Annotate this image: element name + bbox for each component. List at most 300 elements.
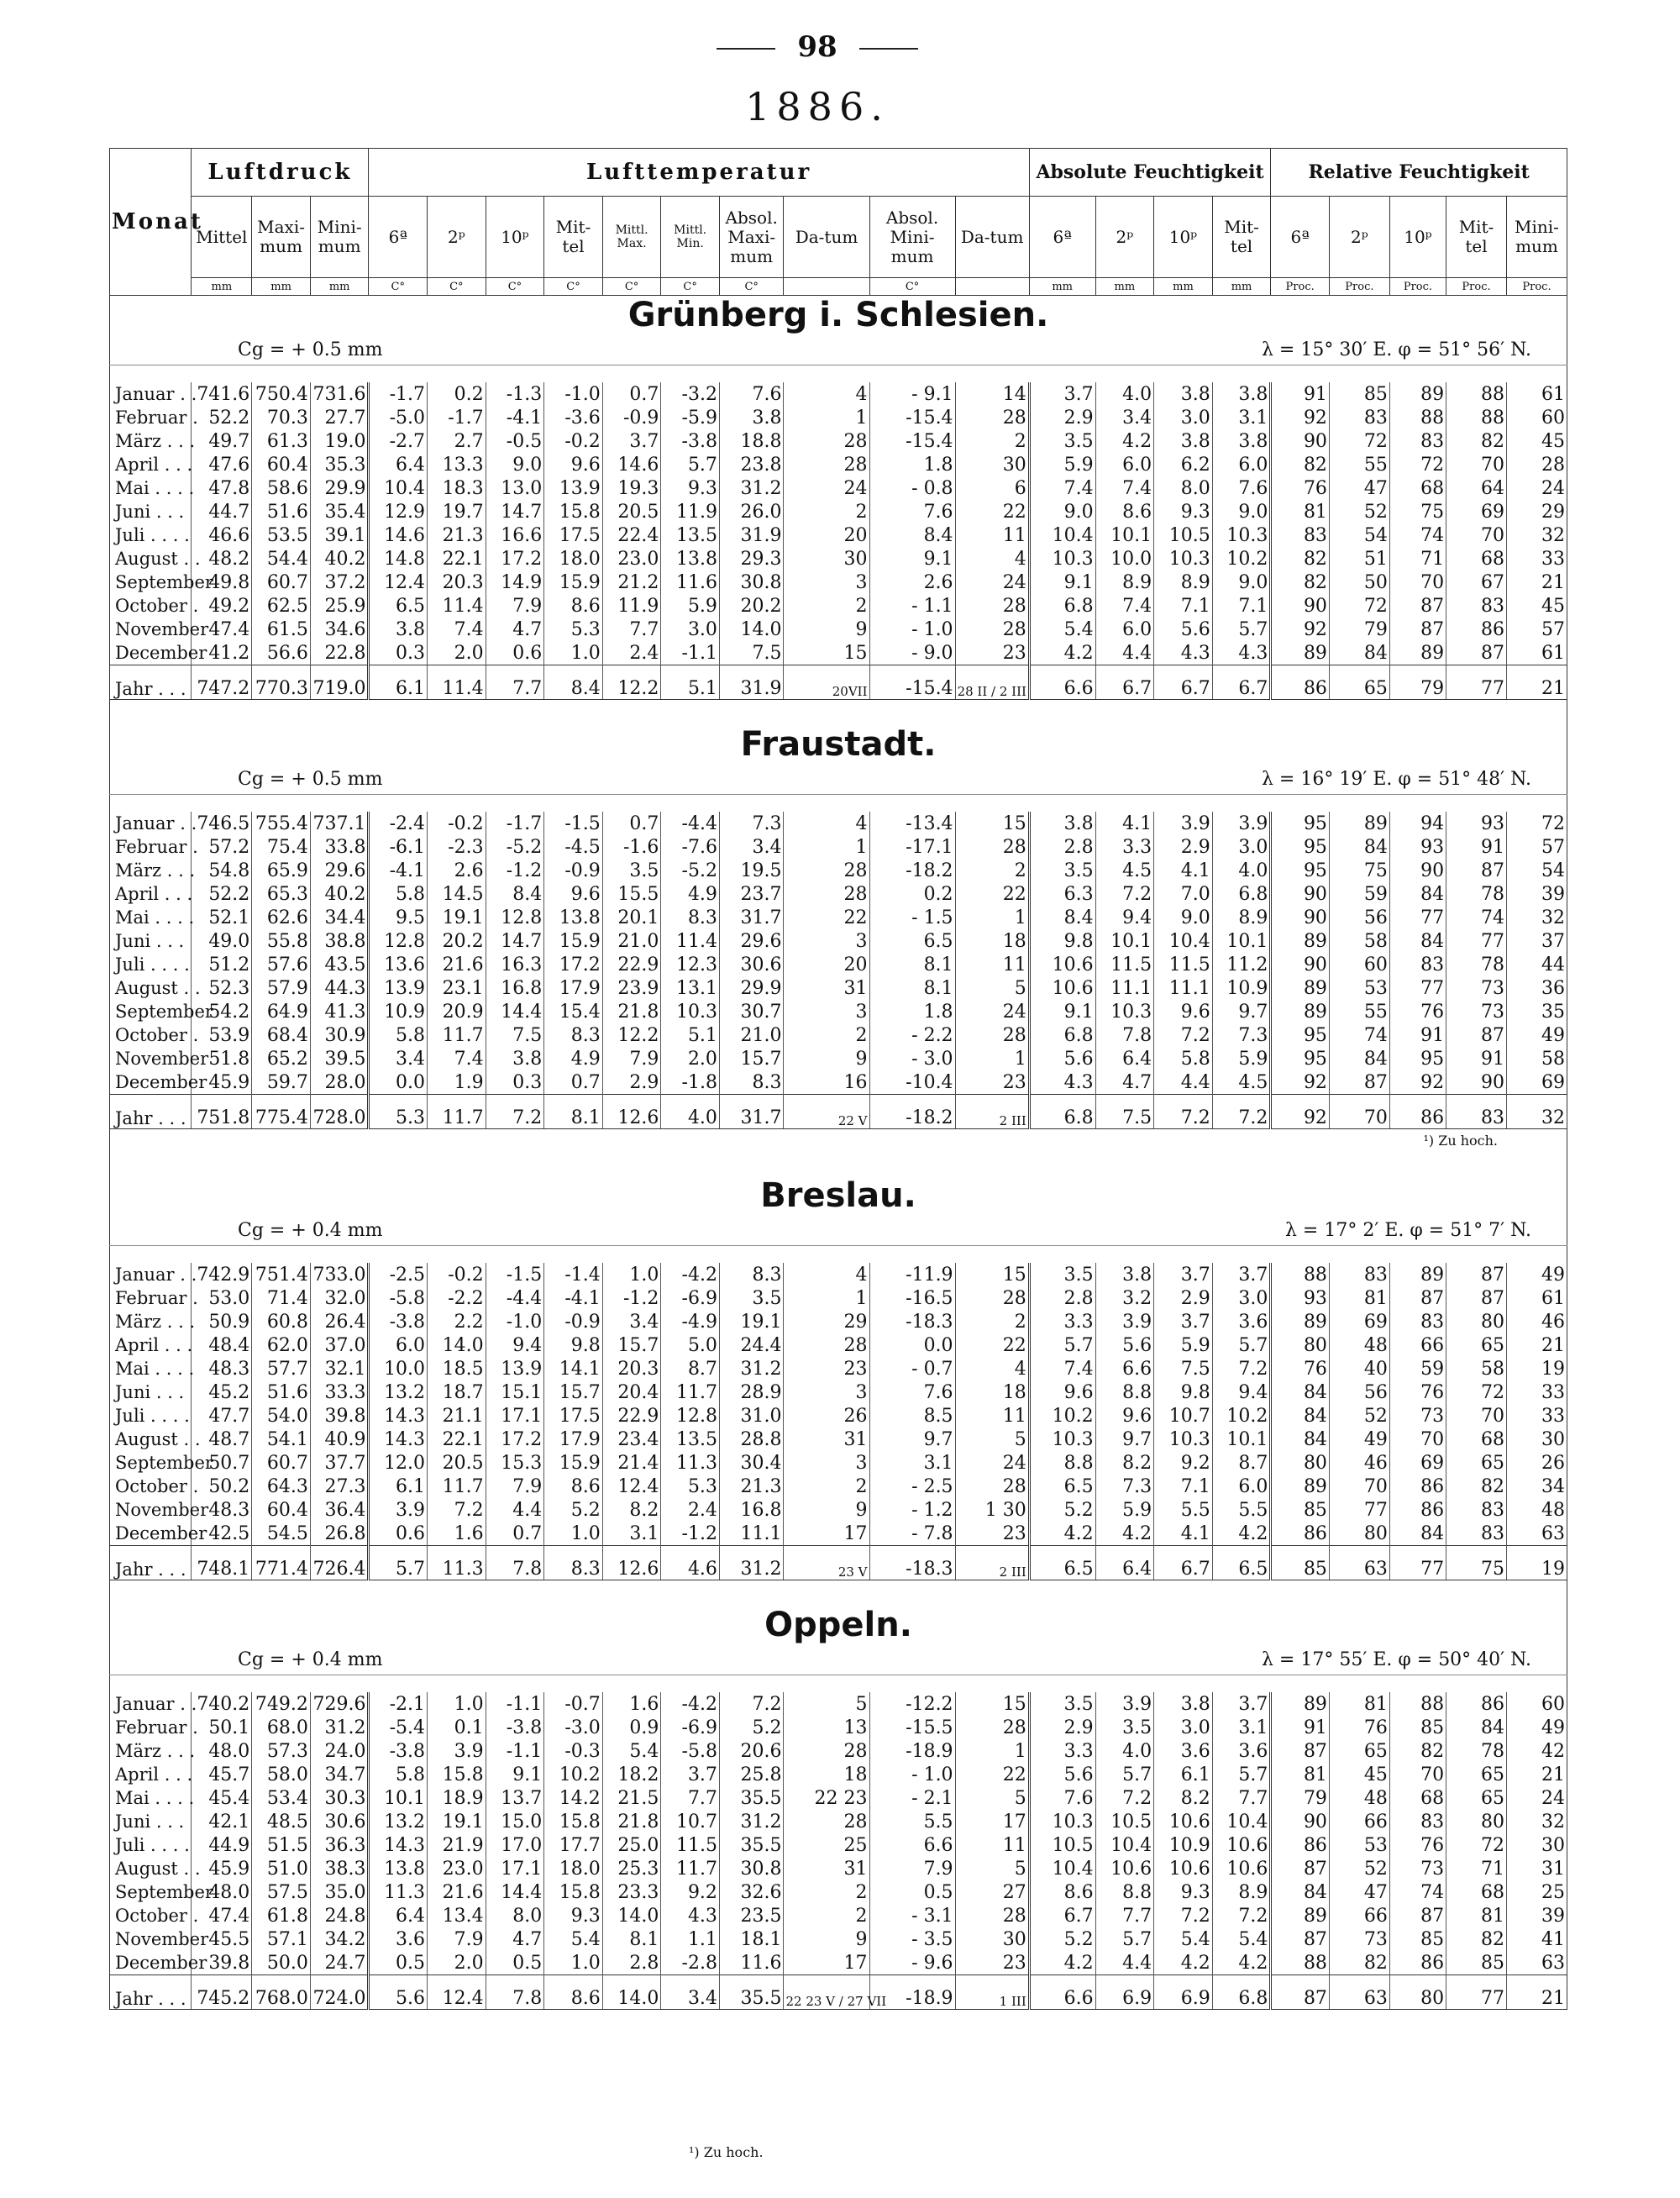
- data-cell: 5.9: [1212, 1047, 1271, 1070]
- data-cell: 25: [1506, 1880, 1567, 1904]
- data-cell: 59: [1389, 1357, 1446, 1380]
- data-cell: 4.2: [1154, 1951, 1213, 1975]
- data-cell: -5.4: [369, 1716, 428, 1739]
- data-cell: -3.8: [369, 1310, 428, 1333]
- data-cell: 10.1: [1095, 929, 1154, 953]
- data-cell: 8.2: [602, 1498, 661, 1522]
- data-cell: 3.5: [1029, 1692, 1095, 1716]
- data-cell: 0.1: [428, 1716, 486, 1739]
- data-cell: 9: [784, 618, 869, 641]
- data-cell: 3.1: [1212, 406, 1271, 429]
- data-cell: 51: [1329, 547, 1389, 571]
- data-cell: 78: [1446, 1739, 1507, 1763]
- data-cell: 84: [1271, 1428, 1330, 1451]
- data-cell: 8.9: [1095, 571, 1154, 594]
- data-cell: 31: [784, 1857, 869, 1880]
- data-cell: 45.4: [192, 1786, 252, 1810]
- data-cell: 82: [1446, 1927, 1507, 1951]
- year-cell: 5.7: [369, 1546, 428, 1580]
- data-cell: 87: [1389, 618, 1446, 641]
- data-cell: 7.3: [719, 812, 784, 835]
- data-cell: 83: [1271, 523, 1330, 547]
- data-cell: -1.1: [661, 641, 720, 665]
- unit-header: C°: [719, 278, 784, 296]
- data-cell: 31.7: [719, 906, 784, 929]
- data-cell: 45: [1329, 1763, 1389, 1786]
- data-cell: 83: [1329, 406, 1389, 429]
- data-cell: 0.2: [428, 382, 486, 406]
- data-cell: 22: [955, 500, 1029, 523]
- data-cell: 28: [784, 429, 869, 453]
- data-cell: 23: [784, 1357, 869, 1380]
- data-cell: 30: [955, 453, 1029, 476]
- row-gap: [110, 1675, 1567, 1693]
- year-cell: 726.4: [310, 1546, 369, 1580]
- data-cell: - 9.6: [869, 1951, 955, 1975]
- data-cell: 76: [1389, 1833, 1446, 1857]
- data-cell: 3.0: [1212, 835, 1271, 859]
- data-cell: 25.3: [602, 1857, 661, 1880]
- jahr-label: Jahr . . .: [110, 665, 192, 700]
- data-cell: 18: [955, 929, 1029, 953]
- data-cell: 11.5: [661, 1833, 720, 1857]
- data-cell: 10.6: [1154, 1810, 1213, 1833]
- data-cell: 4.5: [1212, 1070, 1271, 1095]
- data-cell: 0.7: [486, 1522, 544, 1546]
- data-cell: 25.9: [310, 594, 369, 618]
- data-cell: 755.4: [252, 812, 311, 835]
- data-cell: 1.9: [428, 1070, 486, 1095]
- month-row: [110, 476, 1567, 500]
- year-cell: 31.2: [719, 1546, 784, 1580]
- data-cell: 27.3: [310, 1475, 369, 1498]
- data-cell: 4.1: [1095, 812, 1154, 835]
- year-cell: 31.9: [719, 665, 784, 700]
- year-cell: 83: [1446, 1095, 1507, 1129]
- unit-header: [955, 278, 1029, 296]
- unit-header: mm: [1154, 278, 1213, 296]
- data-cell: 4: [955, 1357, 1029, 1380]
- data-cell: - 9.0: [869, 641, 955, 665]
- data-cell: 20: [784, 953, 869, 976]
- data-cell: 28: [784, 882, 869, 906]
- data-cell: 11.7: [428, 1475, 486, 1498]
- data-cell: 91: [1271, 382, 1330, 406]
- year-cell: 728.0: [310, 1095, 369, 1129]
- data-cell: 6.1: [1154, 1763, 1213, 1786]
- data-cell: 31.2: [719, 1357, 784, 1380]
- data-cell: 53: [1329, 976, 1389, 1000]
- data-cell: 29: [1506, 500, 1567, 523]
- month-label: Juli . . . .: [110, 1404, 192, 1428]
- year-cell: 70: [1329, 1095, 1389, 1129]
- data-cell: 9.6: [1154, 1000, 1213, 1023]
- data-cell: 8.6: [544, 594, 603, 618]
- data-cell: -6.1: [369, 835, 428, 859]
- data-cell: 11.3: [661, 1451, 720, 1475]
- data-cell: 66: [1329, 1904, 1389, 1927]
- data-cell: 61: [1506, 1286, 1567, 1310]
- month-label: November: [110, 1498, 192, 1522]
- data-cell: 0.2: [869, 882, 955, 906]
- data-cell: -1.2: [486, 859, 544, 882]
- data-cell: 0.5: [486, 1951, 544, 1975]
- data-cell: 1.0: [428, 1692, 486, 1716]
- data-cell: 10.3: [1029, 1810, 1095, 1833]
- data-cell: 2: [784, 1475, 869, 1498]
- data-cell: 740.2: [192, 1692, 252, 1716]
- data-cell: 91: [1271, 1716, 1330, 1739]
- data-cell: 20: [784, 523, 869, 547]
- data-cell: 58: [1506, 1047, 1567, 1070]
- data-cell: 2.4: [661, 1498, 720, 1522]
- data-cell: -1.7: [486, 812, 544, 835]
- data-cell: 8.8: [1095, 1380, 1154, 1404]
- data-cell: 3.9: [1095, 1692, 1154, 1716]
- data-cell: 24: [1506, 476, 1567, 500]
- data-cell: 7.3: [1212, 1023, 1271, 1047]
- data-cell: 52: [1329, 1857, 1389, 1880]
- data-cell: 84: [1389, 1522, 1446, 1546]
- data-cell: 4.2: [1029, 641, 1095, 665]
- data-cell: -1.7: [369, 382, 428, 406]
- data-cell: 0.7: [544, 1070, 603, 1095]
- data-cell: 86: [1389, 1498, 1446, 1522]
- data-cell: 16: [784, 1070, 869, 1095]
- data-cell: 14.0: [719, 618, 784, 641]
- data-cell: 81: [1329, 1286, 1389, 1310]
- data-cell: 0.5: [369, 1951, 428, 1975]
- station-footnote: ¹) Zu hoch.: [1423, 1132, 1498, 1149]
- month-label: September: [110, 1451, 192, 1475]
- data-cell: 9.7: [1095, 1428, 1154, 1451]
- data-cell: 21.0: [602, 929, 661, 953]
- data-cell: 11.1: [1154, 976, 1213, 1000]
- data-cell: 2.4: [602, 641, 661, 665]
- data-cell: 77: [1389, 906, 1446, 929]
- month-label: August . .: [110, 1857, 192, 1880]
- data-cell: 0.0: [369, 1070, 428, 1095]
- column-header: 2ᵖ: [428, 197, 486, 278]
- data-cell: 4.3: [1029, 1070, 1095, 1095]
- data-cell: 16.3: [486, 953, 544, 976]
- data-cell: 55.8: [252, 929, 311, 953]
- data-cell: 40.2: [310, 547, 369, 571]
- data-cell: 15.8: [544, 1810, 603, 1833]
- year-cell: 12.2: [602, 665, 661, 700]
- data-cell: 34.2: [310, 1927, 369, 1951]
- data-cell: -0.9: [602, 406, 661, 429]
- data-cell: 24: [955, 1000, 1029, 1023]
- data-cell: 1: [955, 906, 1029, 929]
- data-cell: 10.5: [1029, 1833, 1095, 1857]
- data-cell: 5.9: [661, 594, 720, 618]
- data-cell: 60.7: [252, 571, 311, 594]
- month-label: Mai . . . .: [110, 906, 192, 929]
- data-cell: 10.2: [1212, 547, 1271, 571]
- data-cell: 4.7: [1095, 1070, 1154, 1095]
- data-cell: 5.2: [719, 1716, 784, 1739]
- data-cell: 2: [955, 859, 1029, 882]
- data-cell: 68.4: [252, 1023, 311, 1047]
- data-cell: 1.6: [602, 1692, 661, 1716]
- data-cell: 6: [955, 476, 1029, 500]
- data-cell: 4.0: [1095, 1739, 1154, 1763]
- data-cell: 62.6: [252, 906, 311, 929]
- data-cell: 45: [1506, 429, 1567, 453]
- data-cell: 10.0: [369, 1357, 428, 1380]
- data-cell: 7.5: [486, 1023, 544, 1047]
- data-cell: 48.3: [192, 1357, 252, 1380]
- data-cell: 7.9: [602, 1047, 661, 1070]
- data-cell: 73: [1446, 1000, 1507, 1023]
- data-cell: 31: [784, 1428, 869, 1451]
- station-title: Oppeln.: [110, 1606, 1567, 1644]
- data-cell: 7.6: [869, 500, 955, 523]
- data-cell: 90: [1271, 1810, 1330, 1833]
- data-cell: 70: [1389, 1763, 1446, 1786]
- data-cell: 4.7: [486, 618, 544, 641]
- data-cell: -1.8: [661, 1070, 720, 1095]
- data-cell: 5.6: [1029, 1047, 1095, 1070]
- month-row: [110, 382, 1567, 406]
- month-row: [110, 1716, 1567, 1739]
- data-cell: 23: [955, 1070, 1029, 1095]
- data-cell: 3.7: [602, 429, 661, 453]
- data-cell: 28.8: [719, 1428, 784, 1451]
- column-header: 10ᵖ: [1389, 197, 1446, 278]
- page-number: 98: [0, 30, 1635, 64]
- data-cell: 10.4: [369, 476, 428, 500]
- data-cell: 11.1: [719, 1522, 784, 1546]
- data-cell: 76: [1271, 476, 1330, 500]
- data-cell: 14.3: [369, 1404, 428, 1428]
- data-cell: 46.6: [192, 523, 252, 547]
- data-cell: 5.6: [1154, 618, 1213, 641]
- year-cell: 768.0: [252, 1975, 311, 2010]
- data-cell: 15.8: [544, 1880, 603, 1904]
- data-cell: 46: [1329, 1451, 1389, 1475]
- data-cell: 77: [1389, 976, 1446, 1000]
- data-cell: 70: [1446, 523, 1507, 547]
- data-cell: 48.0: [192, 1739, 252, 1763]
- data-cell: 4.2: [1029, 1522, 1095, 1546]
- data-cell: 27.7: [310, 406, 369, 429]
- data-cell: 5.7: [1212, 1333, 1271, 1357]
- data-cell: 54: [1329, 523, 1389, 547]
- data-cell: 28: [955, 594, 1029, 618]
- data-cell: 93: [1389, 835, 1446, 859]
- unit-headers: [110, 278, 1567, 296]
- unit-header: Proc.: [1506, 278, 1567, 296]
- data-cell: 8.1: [602, 1927, 661, 1951]
- data-cell: -4.5: [544, 835, 603, 859]
- data-cell: 52.2: [192, 882, 252, 906]
- data-cell: 50.7: [192, 1451, 252, 1475]
- data-cell: 35.4: [310, 500, 369, 523]
- data-cell: 72: [1506, 812, 1567, 835]
- data-cell: 57: [1506, 835, 1567, 859]
- data-cell: 28: [784, 1333, 869, 1357]
- data-cell: 35.5: [719, 1833, 784, 1857]
- data-cell: 8.2: [1095, 1451, 1154, 1475]
- data-cell: 3.1: [602, 1522, 661, 1546]
- data-cell: 28.9: [719, 1380, 784, 1404]
- month-row: [110, 1023, 1567, 1047]
- month-row: [110, 1692, 1567, 1716]
- data-cell: 3.8: [1154, 382, 1213, 406]
- data-cell: 9.4: [1095, 906, 1154, 929]
- data-cell: 21.3: [428, 523, 486, 547]
- month-row: [110, 1451, 1567, 1475]
- data-cell: 83: [1329, 1263, 1389, 1286]
- data-cell: 85: [1271, 1498, 1330, 1522]
- data-cell: 10.3: [1154, 547, 1213, 571]
- data-cell: 10.3: [661, 1000, 720, 1023]
- year-total-row: [110, 1095, 1567, 1129]
- data-cell: 5.1: [661, 1023, 720, 1047]
- data-cell: 28: [955, 1475, 1029, 1498]
- data-cell: 52.2: [192, 406, 252, 429]
- data-cell: -1.6: [602, 835, 661, 859]
- rel-feucht-header: Relative Feuchtigkeit: [1271, 149, 1567, 197]
- data-cell: 89: [1271, 1475, 1330, 1498]
- data-cell: 19.5: [719, 859, 784, 882]
- month-label: Februar .: [110, 406, 192, 429]
- data-cell: 3: [784, 1380, 869, 1404]
- data-cell: 5.7: [1029, 1333, 1095, 1357]
- data-cell: -2.2: [428, 1286, 486, 1310]
- data-cell: 14.9: [486, 571, 544, 594]
- data-cell: 3.1: [869, 1451, 955, 1475]
- data-cell: 13.8: [369, 1857, 428, 1880]
- month-label: Januar . .: [110, 1692, 192, 1716]
- data-cell: 32.0: [310, 1286, 369, 1310]
- data-cell: 2.0: [428, 1951, 486, 1975]
- data-cell: 80: [1446, 1310, 1507, 1333]
- data-cell: 43.5: [310, 953, 369, 976]
- unit-header: C°: [869, 278, 955, 296]
- data-cell: 10.2: [1029, 1404, 1095, 1428]
- data-cell: 1.8: [869, 453, 955, 476]
- data-cell: 73: [1389, 1404, 1446, 1428]
- data-cell: 2.7: [428, 429, 486, 453]
- data-cell: 52.1: [192, 906, 252, 929]
- year-cell: 751.8: [192, 1095, 252, 1129]
- data-cell: 2.6: [869, 571, 955, 594]
- monat-header: Monat: [110, 149, 192, 296]
- data-cell: 3.6: [369, 1927, 428, 1951]
- data-cell: 21: [1506, 1333, 1567, 1357]
- data-cell: 0.3: [369, 641, 428, 665]
- data-cell: 12.8: [369, 929, 428, 953]
- data-cell: 42: [1506, 1739, 1567, 1763]
- data-cell: 10.3: [1095, 1000, 1154, 1023]
- data-cell: 8.8: [1029, 1451, 1095, 1475]
- data-cell: 7.1: [1212, 594, 1271, 618]
- data-cell: 82: [1389, 1739, 1446, 1763]
- data-cell: 14.7: [486, 500, 544, 523]
- data-cell: 3.9: [1212, 812, 1271, 835]
- data-cell: 9: [784, 1498, 869, 1522]
- year-cell: 19: [1506, 1546, 1567, 1580]
- data-cell: 71: [1446, 1857, 1507, 1880]
- column-header: 2ᵖ: [1095, 197, 1154, 278]
- data-cell: 38.8: [310, 929, 369, 953]
- data-cell: 11.3: [369, 1880, 428, 1904]
- data-cell: 0.7: [602, 812, 661, 835]
- data-cell: 2.8: [1029, 835, 1095, 859]
- data-cell: 24.8: [310, 1904, 369, 1927]
- data-cell: 91: [1446, 1047, 1507, 1070]
- data-cell: 61.8: [252, 1904, 311, 1927]
- data-cell: 10.6: [1029, 976, 1095, 1000]
- data-cell: 8.0: [486, 1904, 544, 1927]
- year-total-row: [110, 665, 1567, 700]
- row-gap: [110, 365, 1567, 383]
- data-cell: 5.4: [544, 1927, 603, 1951]
- column-header: Da-tum: [784, 197, 869, 278]
- data-cell: 30.4: [719, 1451, 784, 1475]
- data-cell: 1 30: [955, 1498, 1029, 1522]
- jahr-label: Jahr . . .: [110, 1546, 192, 1580]
- data-cell: 21.0: [719, 1023, 784, 1047]
- year-cell: -15.4: [869, 665, 955, 700]
- data-cell: 11.2: [1212, 953, 1271, 976]
- data-cell: 4.1: [1154, 859, 1213, 882]
- data-cell: 29.3: [719, 547, 784, 571]
- data-cell: 75: [1389, 500, 1446, 523]
- data-cell: 82: [1271, 547, 1330, 571]
- data-cell: 11.7: [661, 1857, 720, 1880]
- data-cell: 10.9: [1154, 1833, 1213, 1857]
- column-header: Mittl. Min.: [661, 197, 720, 278]
- data-cell: 3.5: [1029, 859, 1095, 882]
- data-cell: 5.0: [661, 1333, 720, 1357]
- data-cell: 30: [1506, 1833, 1567, 1857]
- month-label: November: [110, 1047, 192, 1070]
- data-cell: 53: [1329, 1833, 1389, 1857]
- data-cell: 30.7: [719, 1000, 784, 1023]
- data-cell: 86: [1389, 1951, 1446, 1975]
- month-label: März . . .: [110, 1739, 192, 1763]
- data-cell: 33: [1506, 1404, 1567, 1428]
- month-label: März . . .: [110, 1310, 192, 1333]
- data-cell: -15.4: [869, 429, 955, 453]
- year-cell: 20VII: [784, 665, 869, 700]
- data-cell: 5.3: [544, 618, 603, 641]
- data-cell: 10.4: [1154, 929, 1213, 953]
- data-cell: 68: [1446, 1428, 1507, 1451]
- data-cell: 30.8: [719, 571, 784, 594]
- data-cell: 10.1: [1212, 1428, 1271, 1451]
- data-cell: 16.8: [486, 976, 544, 1000]
- data-cell: 11: [955, 953, 1029, 976]
- data-cell: 5.4: [1029, 618, 1095, 641]
- data-cell: 23.0: [428, 1857, 486, 1880]
- data-cell: 2.9: [1029, 1716, 1095, 1739]
- data-cell: -4.9: [661, 1310, 720, 1333]
- data-cell: 33.3: [310, 1380, 369, 1404]
- data-cell: 75: [1329, 859, 1389, 882]
- data-cell: 8.9: [1154, 571, 1213, 594]
- data-cell: 3.8: [369, 618, 428, 641]
- data-cell: 25: [784, 1833, 869, 1857]
- data-cell: 20.9: [428, 1000, 486, 1023]
- data-cell: 9.0: [486, 453, 544, 476]
- data-cell: 3.8: [1154, 1692, 1213, 1716]
- data-cell: 12.8: [486, 906, 544, 929]
